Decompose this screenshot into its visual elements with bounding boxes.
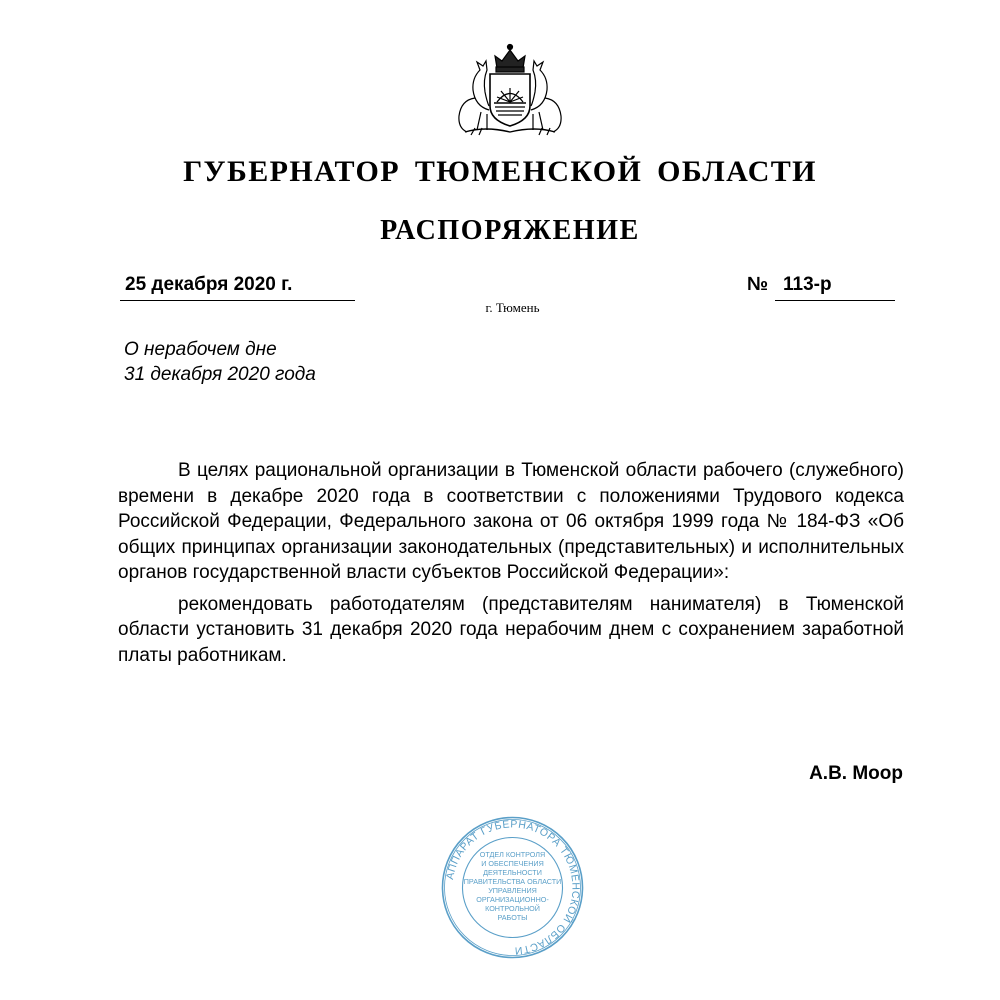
body-paragraph: рекомендовать работодателям (представителям нанимателя) в Тюменской области установить 31 декабря 2020 года нерабочим днем с сохранением заработной платы работникам. bbox=[118, 593, 904, 666]
signatory-name: А.В. Моор bbox=[809, 763, 903, 784]
body-paragraph: В целях рациональной организации в Тюменской области рабочего (служебного) времени в декабре 2020 года в соответствии с положениями Трудового кодекса Российской Федерации, Федерального закона от 06 октября 1999 года № 184-ФЗ «Об общих принципах организации законодательных (представительных) и исполнительных органов государственной власти субъектов Российской Федерации»: bbox=[118, 460, 904, 583]
coat-of-arms-icon bbox=[445, 40, 575, 140]
stamp-line: КОНТРОЛЬНОЙ bbox=[485, 904, 540, 913]
subject-line: О нерабочем дне bbox=[124, 339, 277, 360]
date-field bbox=[120, 272, 355, 301]
document-number: 113-р bbox=[783, 274, 832, 295]
official-stamp-icon bbox=[440, 815, 585, 960]
stamp-outer-text: АППАРАТ ГУБЕРНАТОРА ТЮМЕНСКОЙ ОБЛАСТИ bbox=[444, 818, 582, 957]
number-sign: № bbox=[747, 274, 769, 295]
stamp-line: ОТДЕЛ КОНТРОЛЯ bbox=[479, 850, 546, 859]
stamp-line: РАБОТЫ bbox=[497, 913, 528, 922]
document-subject bbox=[124, 337, 316, 387]
stamp-line: ДЕЯТЕЛЬНОСТИ bbox=[483, 868, 542, 877]
stamp-line: УПРАВЛЕНИЯ bbox=[488, 886, 537, 895]
document-body bbox=[118, 458, 904, 668]
document-type: РАСПОРЯЖЕНИЕ bbox=[380, 215, 640, 246]
issuer-title: ГУБЕРНАТОР ТЮМЕНСКОЙ ОБЛАСТИ bbox=[183, 155, 817, 188]
document-date: 25 декабря 2020 г. bbox=[125, 274, 293, 295]
stamp-line: ПРАВИТЕЛЬСТВА ОБЛАСТИ bbox=[463, 877, 562, 886]
stamp-line: И ОБЕСПЕЧЕНИЯ bbox=[481, 859, 544, 868]
issue-city: г. Тюмень bbox=[485, 300, 540, 315]
stamp-line: ОРГАНИЗАЦИОННО- bbox=[476, 895, 549, 904]
subject-line: 31 декабря 2020 года bbox=[124, 364, 316, 385]
number-field bbox=[775, 272, 895, 301]
